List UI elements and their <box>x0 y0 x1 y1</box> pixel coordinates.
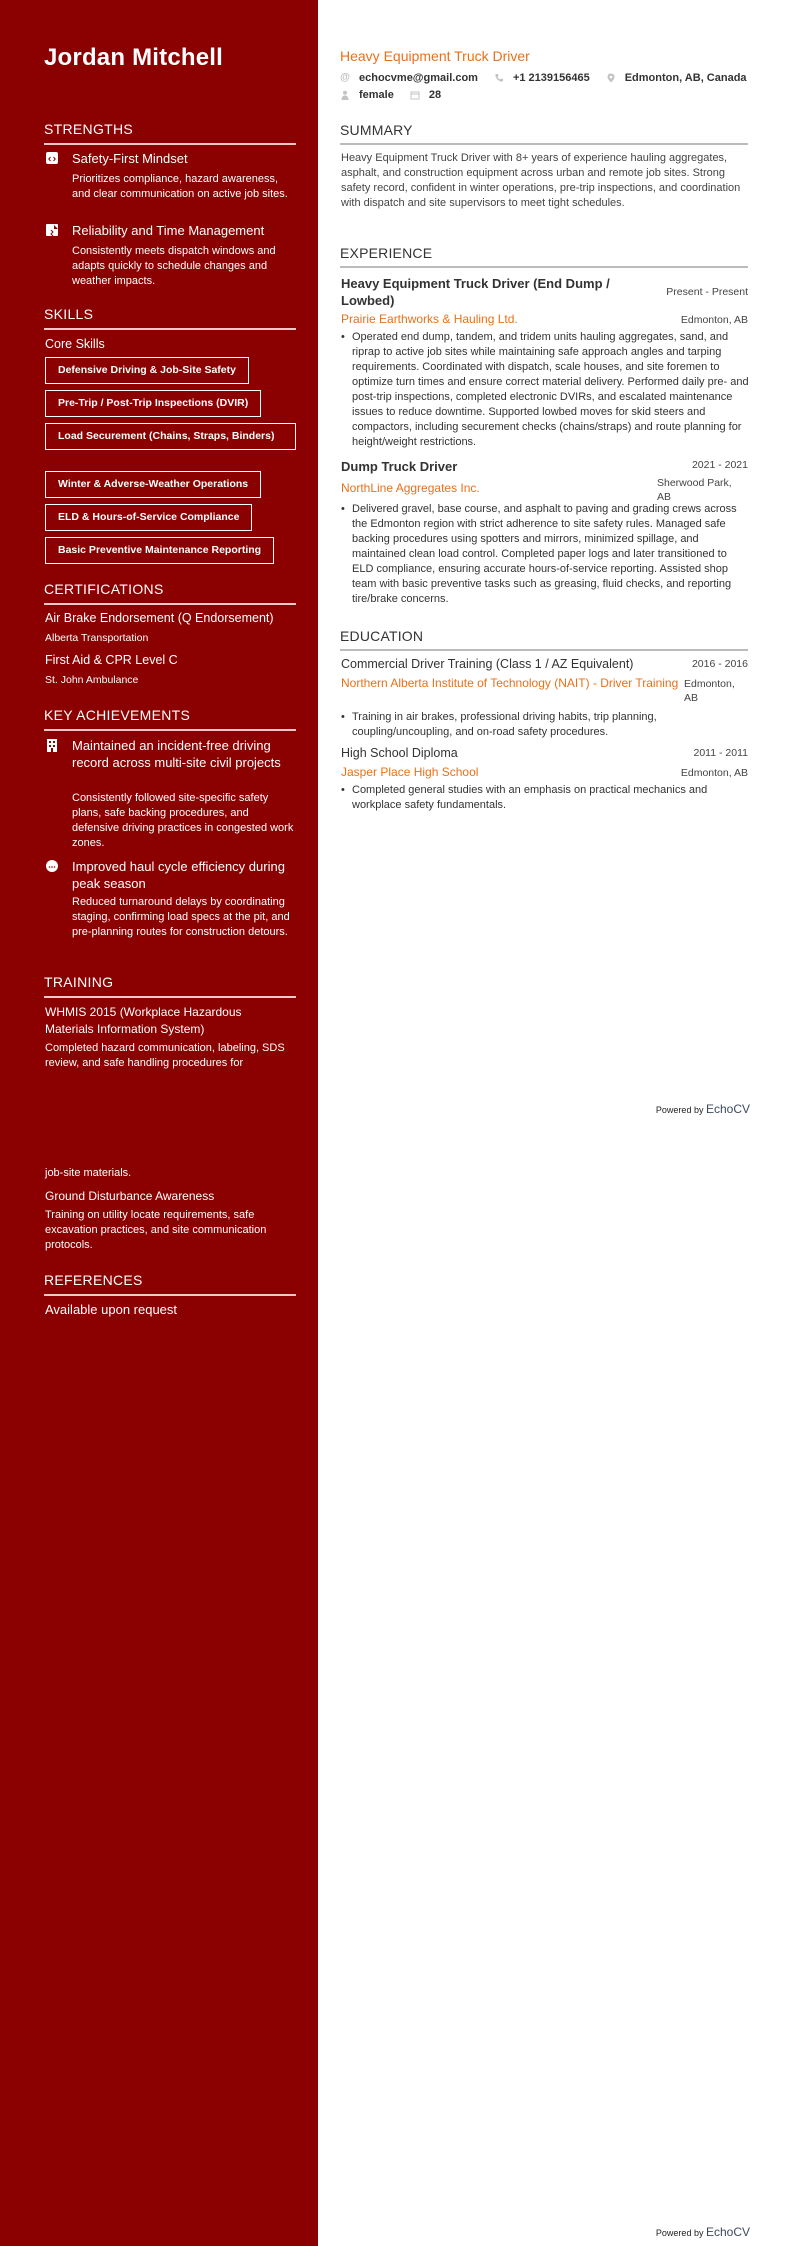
main-content <box>318 0 794 2246</box>
candidate-name: Jordan Mitchell <box>44 44 224 71</box>
references-heading: REFERENCES <box>44 1272 296 1296</box>
training-title: WHMIS 2015 (Workplace Hazardous Materials Information System) <box>45 1005 242 1036</box>
education-heading: EDUCATION <box>340 628 748 651</box>
contact-row <box>340 72 763 84</box>
experience-company: NorthLine Aggregates Inc. <box>341 481 480 495</box>
skills-heading: SKILLS <box>44 306 296 330</box>
skills-subheading: Core Skills <box>45 337 105 351</box>
experience-company: Prairie Earthworks & Hauling Ltd. <box>341 312 518 326</box>
skill-tag: Load Securement (Chains, Straps, Binders) <box>45 423 296 450</box>
contact-phone[interactable]: +1 2139156465 <box>494 72 590 84</box>
achievement-desc: Consistently followed site-specific safety plans, safe backing procedures, and defensive driving practices in congested work zones. <box>72 792 294 849</box>
skill-tag: Basic Preventive Maintenance Reporting <box>45 537 274 564</box>
education-school: Northern Alberta Institute of Technology (NAIT) - Driver Training <box>341 676 679 690</box>
education-bullet: • Completed general studies with an emphasis on practical mechanics and workplace safety fundamentals. <box>341 783 751 813</box>
cert-org: Alberta Transportation <box>45 632 149 644</box>
strength-desc: Consistently meets dispatch windows and adapts quickly to schedule changes and weather impacts. <box>72 245 276 287</box>
echocv-brand-link[interactable]: EchoCV <box>705 2225 750 2239</box>
cert-title: Air Brake Endorsement (Q Endorsement) <box>45 611 274 625</box>
achievement-title: Improved haul cycle efficiency during peak season <box>72 859 285 891</box>
education-title: Commercial Driver Training (Class 1 / AZ Equivalent) <box>341 657 634 671</box>
experience-title: Heavy Equipment Truck Driver (End Dump / Lowbed) <box>341 276 610 308</box>
education-bullet: • Training in air brakes, professional driving habits, trip planning, coupling/uncoupling, and on-road safety procedures. <box>341 710 751 740</box>
document-icon <box>46 224 58 236</box>
location-pin-icon <box>606 73 616 83</box>
echocv-brand-link[interactable]: EchoCV <box>705 1102 750 1116</box>
achievement-title: Maintained an incident-free driving record across multi-site civil projects <box>72 738 281 770</box>
certifications-heading: CERTIFICATIONS <box>44 581 296 605</box>
powered-by-footer: Powered by EchoCV <box>655 1102 750 1116</box>
building-icon <box>47 739 57 752</box>
strength-title: Reliability and Time Management <box>72 223 265 238</box>
code-icon <box>46 152 58 164</box>
person-icon <box>340 90 350 100</box>
skill-tag: Winter & Adverse-Weather Operations <box>45 471 261 498</box>
training-desc-continued: job-site materials. <box>45 1167 132 1179</box>
experience-title: Dump Truck Driver <box>341 459 458 474</box>
training-desc: Training on utility locate requirements, safe excavation practices, and site communication protocols. <box>45 1209 267 1251</box>
achievement-desc: Reduced turnaround delays by coordinating staging, confirming load specs at the pit, and pre-planning routes for construction detours. <box>72 896 290 938</box>
experience-location: Sherwood Park, AB <box>657 477 732 503</box>
calendar-icon <box>410 90 420 100</box>
experience-heading: EXPERIENCE <box>340 245 748 268</box>
at-icon: @ <box>340 72 350 83</box>
training-desc: Completed hazard communication, labeling, SDS review, and safe handling procedures for <box>45 1042 285 1069</box>
skill-tag: Defensive Driving & Job-Site Safety <box>45 357 249 384</box>
experience-bullet: • Operated end dump, tandem, and tridem units hauling aggregates, sand, and riprap to active job sites while maintaining safe approach angles and tarping requirements. Coordinated with dispatch, scale houses, and site foremen to optimize turn times and ensure correct material delivery. Performed daily pre- and post-trip inspections, completed electronic DVIRs, and escalated maintenance issues to reduce downtime. Supported lowbed moves for skid steers and compactors, including securement checks (chains/straps) and route planning for height/weight restrictions. <box>341 330 751 450</box>
contact-gender: female <box>340 89 394 101</box>
experience-bullet: • Delivered gravel, base course, and asphalt to paving and grading crews across the Edmonton region with strict adherence to site safety rules. Managed safe backing procedures using spotters and mirrors, minimized spillage, and maintained clean load control. Completed paper logs and later transitioned to ELD compliance, ensuring accurate hours-of-service reporting. Assisted shop team with basic preventive tasks such as greasing, fluid checks, and reporting tire/brake concerns. <box>341 502 751 607</box>
skill-tag: Pre-Trip / Post-Trip Inspections (DVIR) <box>45 390 261 417</box>
sidebar <box>0 0 318 2246</box>
summary-heading: SUMMARY <box>340 122 748 145</box>
cert-org: St. John Ambulance <box>45 674 139 686</box>
references-text: Available upon request <box>45 1302 178 1317</box>
education-school: Jasper Place High School <box>341 765 479 779</box>
contact-location: Edmonton, AB, Canada <box>606 72 747 84</box>
experience-location: Edmonton, AB <box>680 314 748 326</box>
cert-title: First Aid & CPR Level C <box>45 653 178 667</box>
experience-dates: 2021 - 2021 <box>691 459 748 471</box>
chat-bubble-icon <box>46 860 58 872</box>
strengths-heading: STRENGTHS <box>44 121 296 145</box>
powered-by-footer: Powered by EchoCV <box>655 2225 750 2239</box>
contact-row-2 <box>340 89 457 101</box>
strength-desc: Prioritizes compliance, hazard awareness, and clear communication on active job sites. <box>72 173 288 200</box>
contact-age: 28 <box>410 89 441 101</box>
education-location: Edmonton, AB <box>680 767 748 779</box>
phone-icon <box>494 73 504 83</box>
education-title: High School Diploma <box>341 746 458 760</box>
training-heading: TRAINING <box>44 974 296 998</box>
summary-text: Heavy Equipment Truck Driver with 8+ years of experience hauling aggregates, asphalt, and construction equipment across urban and remote job sites. Strong safety record, confident in winter operations, pre-trip inspections, and coordination with dispatch and site supervisors to meet tight schedules. <box>341 152 741 209</box>
education-dates: 2016 - 2016 <box>691 658 748 670</box>
experience-dates: Present - Present <box>666 286 748 298</box>
achievements-heading: KEY ACHIEVEMENTS <box>44 707 296 731</box>
skill-tag: ELD & Hours-of-Service Compliance <box>45 504 252 531</box>
education-dates: 2011 - 2011 <box>693 747 748 759</box>
job-headline: Heavy Equipment Truck Driver <box>340 48 530 64</box>
training-title: Ground Disturbance Awareness <box>45 1189 215 1203</box>
education-location: Edmonton, AB <box>684 678 735 704</box>
strength-title: Safety-First Mindset <box>72 151 188 166</box>
contact-email[interactable]: @ echocvme@gmail.com <box>340 72 478 84</box>
